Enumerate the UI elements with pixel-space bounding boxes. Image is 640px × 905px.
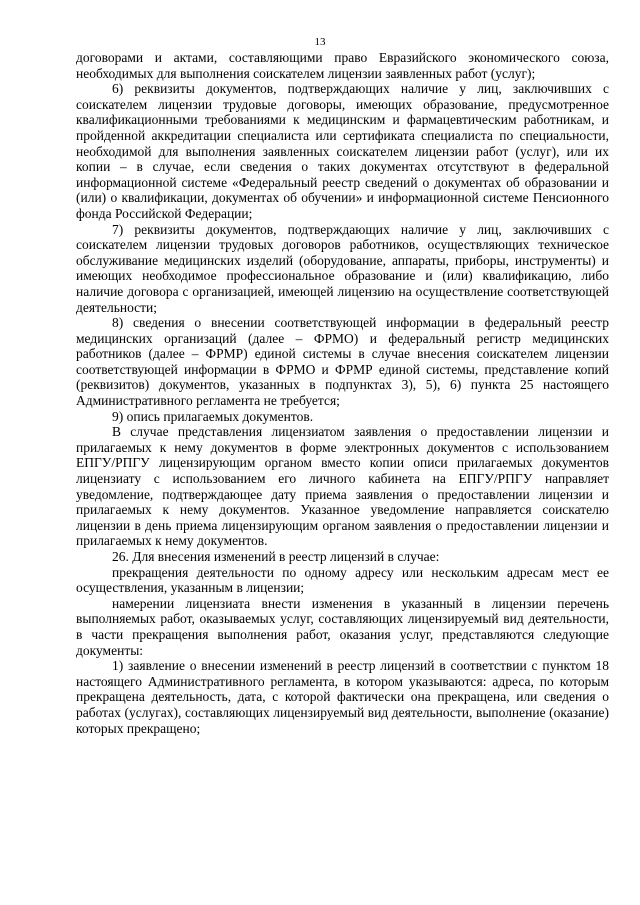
paragraph-intent-case: намерении лицензиата внести изменения в указанный в лицензии перечень выполняемых работ, оказываемых услуг, составляющих лицензируемый вид деятельности, в части прекращения выполнения работ, оказания услуг, представляются следующие документы: (76, 595, 609, 658)
paragraph-item-6: 6) реквизиты документов, подтверждающих наличие у лиц, заключивших с соискателем лицензии трудовые договоры, имеющих образование, предусмотренное квалификационными требованиями к медицинским и фармацевтическим работникам, и пройденной аккредитации специалиста или сертификата специалиста по специальности, необходимой для выполнения заявленных соискателем лицензии работ (услуг), или их копии – в случае, если сведения о таких документах отсутствуют в федеральной информационной системе «Федеральный реестр сведений о документах об образовании и (или) о квалификации, документах об обучении» и информационной системе Пенсионного фонда Российской Федерации; (76, 81, 609, 221)
paragraph-electronic-submission: В случае представления лицензиатом заявления о предоставлении лицензии и прилагаемых к нему документов в форме электронных документов с использованием ЕПГУ/РПГУ лицензирующим органом вместо копии описи прилагаемых документов лицензиату с использованием его личного кабинета на ЕПГУ/РПГУ направляет уведомление, подтверждающее дату приема заявления о предоставлении лицензии и прилагаемых к нему документов. Указанное уведомление направляется соискателю лицензии в день приема лицензирующим органом заявления о предоставлении лицензии и прилагаемых к нему документов. (76, 424, 609, 549)
paragraph-item-1: 1) заявление о внесении изменений в реестр лицензий в соответствии с пунктом 18 настоящего Административного регламента, в котором указываются: адреса, по которым прекращена деятельность, дата, с которой фактически она прекращена, или сведения о работах (услугах), составляющих лицензируемый вид деятельности, выполнение (оказание) которых прекращено; (76, 658, 609, 736)
paragraph-item-9: 9) опись прилагаемых документов. (112, 408, 314, 424)
document-body (76, 50, 609, 736)
paragraph-termination-case: прекращения деятельности по одному адресу или нескольким адресам мест ее осуществления, указанным в лицензии; (76, 564, 609, 596)
paragraph-item-7: 7) реквизиты документов, подтверждающих наличие у лиц, заключивших с соискателем лицензии трудовых договоров работников, осуществляющих техническое обслуживание медицинских изделий (оборудование, аппараты, приборы, инструменты) и имеющих необходимое профессиональное образование и (или) квалификацию, либо наличие договора с организацией, имеющей лицензию на осуществление соответствующей деятельности; (76, 221, 609, 315)
paragraph-item-8: 8) сведения о внесении соответствующей информации в федеральный реестр медицинских организаций (далее – ФРМО) и федеральный регистр медицинских работников (далее – ФРМР) единой системы в случае внесения соискателем лицензии соответствующей информации в ФРМО и ФРМР единой системы, представление копий (реквизитов) документов, указанных в подпунктах 3), 5), 6) пункта 25 настоящего Административного регламента не требуется; (76, 315, 609, 409)
paragraph-section-26: 26. Для внесения изменений в реестр лицензий в случае: (112, 549, 440, 564)
paragraph-continuation: договорами и актами, составляющими право Евразийского экономического союза, необходимых для выполнения соискателем лицензии заявленных работ (услуг); (76, 50, 609, 81)
page-number: 13 (314, 36, 326, 48)
